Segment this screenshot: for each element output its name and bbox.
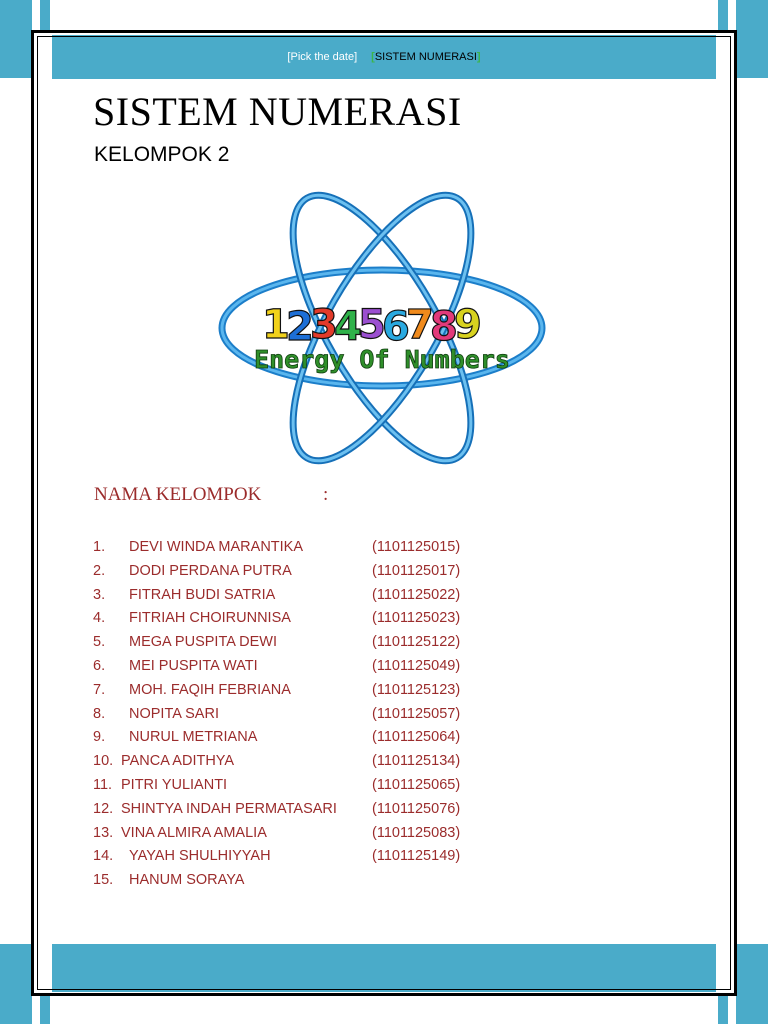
list-item — [93, 775, 513, 799]
member-id: (1101125023) — [372, 610, 461, 627]
energy-of-numbers-logo — [210, 178, 555, 468]
list-item — [93, 608, 513, 632]
digit-9: 9 — [454, 302, 482, 348]
member-name: YAYAH SHULHIYYAH — [129, 848, 271, 865]
digit-5: 5 — [358, 302, 386, 348]
bottom-left-band — [0, 944, 32, 1024]
member-number: 3. — [93, 586, 106, 603]
digit-4: 4 — [334, 304, 362, 350]
left-top-strip — [40, 0, 50, 32]
member-id: (1101125123) — [372, 681, 461, 698]
member-name: VINA ALMIRA AMALIA — [121, 824, 267, 841]
left-bottom-strip — [40, 996, 50, 1024]
right-bottom-strip — [718, 996, 728, 1024]
number-digits — [262, 302, 482, 350]
digit-8: 8 — [430, 304, 458, 350]
member-name: NURUL METRIANA — [129, 729, 258, 746]
member-number: 12. — [93, 800, 114, 817]
bracket-open: [ — [371, 51, 375, 63]
member-number: 2. — [93, 562, 106, 579]
digit-2: 2 — [286, 304, 314, 350]
member-name: HANUM SORAYA — [129, 872, 245, 889]
member-number: 15. — [93, 872, 114, 889]
member-number: 5. — [93, 634, 106, 651]
member-name: PANCA ADITHYA — [121, 753, 235, 770]
list-item — [93, 846, 513, 870]
member-number: 1. — [93, 539, 106, 555]
member-name: MEGA PUSPITA DEWI — [129, 634, 277, 651]
member-list — [93, 537, 513, 894]
list-item — [93, 561, 513, 585]
list-item — [93, 680, 513, 704]
top-right-band — [736, 0, 768, 78]
member-number: 11. — [93, 776, 113, 793]
member-name: NOPITA SARI — [129, 705, 219, 722]
member-id: (1101125049) — [372, 657, 461, 674]
digit-6: 6 — [382, 304, 410, 350]
list-item — [93, 656, 513, 680]
digit-3: 3 — [310, 302, 338, 348]
member-number: 4. — [93, 610, 106, 627]
member-name: FITRAH BUDI SATRIA — [129, 586, 276, 603]
group-members-label: NAMA KELOMPOK — [94, 484, 262, 505]
member-name: FITRIAH CHOIRUNNISA — [129, 610, 291, 627]
bracket-close: ] — [476, 51, 481, 63]
member-number: 10. — [93, 753, 114, 770]
top-left-band — [0, 0, 32, 78]
member-name: PITRI YULIANTI — [121, 776, 228, 793]
member-name: MOH. FAQIH FEBRIANA — [129, 681, 291, 698]
list-item — [93, 799, 513, 823]
member-name: MEI PUSPITA WATI — [129, 657, 258, 674]
list-item — [93, 585, 513, 609]
header-title[interactable]: SISTEM NUMERASI — [374, 51, 477, 63]
list-item — [93, 727, 513, 751]
list-item — [93, 704, 513, 728]
member-id: (1101125122) — [372, 634, 461, 651]
right-top-strip — [718, 0, 728, 32]
member-id: (1101125022) — [372, 586, 461, 603]
member-number: 13. — [93, 824, 114, 841]
member-id: (1101125149) — [372, 848, 461, 865]
member-id: (1101125076) — [372, 800, 461, 817]
member-number: 7. — [93, 681, 106, 698]
member-id: (1101125064) — [372, 729, 461, 746]
member-id: (1101125057) — [372, 705, 461, 722]
list-item — [93, 632, 513, 656]
member-number: 9. — [93, 729, 106, 746]
header-title-group — [371, 51, 480, 63]
logo-caption: Energy Of Numbers — [254, 345, 510, 374]
digit-7: 7 — [406, 302, 434, 348]
group-members-colon: : — [323, 484, 329, 505]
document-title: SISTEM NUMERASI — [93, 89, 462, 134]
member-name: SHINTYA INDAH PERMATASARI — [121, 800, 337, 817]
list-item — [93, 537, 513, 561]
member-id: (1101125134) — [372, 753, 461, 770]
bottom-right-band — [736, 944, 768, 1024]
member-number: 8. — [93, 705, 106, 722]
list-item — [93, 870, 513, 894]
digit-1: 1 — [262, 302, 290, 348]
document-subtitle: KELOMPOK 2 — [94, 143, 230, 166]
member-id: (1101125065) — [372, 776, 461, 793]
member-name: DODI PERDANA PUTRA — [129, 562, 292, 579]
list-item — [93, 751, 513, 775]
document-header — [52, 35, 716, 79]
member-id: (1101125017) — [372, 562, 461, 579]
member-id: (1101125015) — [372, 539, 461, 555]
date-placeholder[interactable]: [Pick the date] — [287, 51, 358, 63]
member-id: (1101125083) — [372, 824, 461, 841]
member-number: 14. — [93, 848, 114, 865]
member-name: DEVI WINDA MARANTIKA — [129, 539, 304, 555]
list-item — [93, 823, 513, 847]
member-number: 6. — [93, 657, 106, 674]
